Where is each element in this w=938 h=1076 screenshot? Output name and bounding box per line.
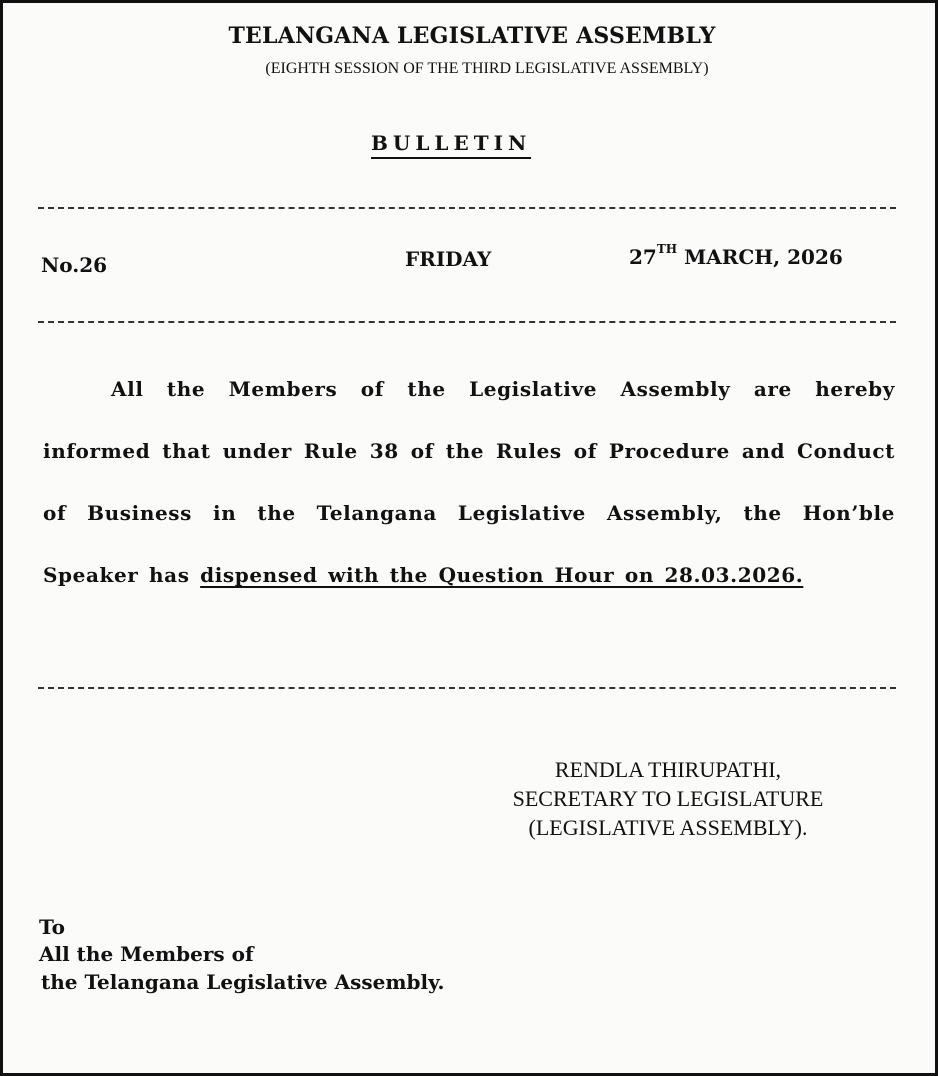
bulletin-number: No.26 [41, 253, 108, 277]
date-suffix: TH [656, 242, 678, 256]
signature-block [463, 755, 873, 842]
divider-bottom [38, 687, 896, 689]
session-subtitle: (EIGHTH SESSION OF THE THIRD LEGISLATIVE ASSEMBLY) [265, 60, 709, 77]
recipient-to: To [39, 915, 65, 939]
date-day: 27 [629, 245, 657, 269]
bulletin-body [43, 358, 895, 606]
recipient-line-1: All the Members of [39, 942, 254, 966]
body-text: All the Members of the Legislative Assembly are hereby informed that under Rule 38 of the Rules of Procedure and Conduct of Business in the Telangana Legislative Assembly, the Hon’ble Speaker has [43, 377, 895, 587]
signatory-name: RENDLA THIRUPATHI, [554, 757, 782, 782]
signatory-office: (LEGISLATIVE ASSEMBLY). [528, 815, 808, 840]
bulletin-date [629, 242, 843, 269]
divider-middle [38, 321, 896, 323]
bulletin-day: FRIDAY [405, 247, 492, 271]
divider-top [38, 207, 896, 209]
bulletin-heading: BULLETIN [371, 131, 531, 159]
body-underlined-text: dispensed with the Question Hour on 28.03.2026. [200, 563, 804, 587]
date-rest: MARCH, 2026 [684, 245, 843, 269]
signatory-designation: SECRETARY TO LEGISLATURE [512, 786, 824, 811]
assembly-title: TELANGANA LEGISLATIVE ASSEMBLY [228, 23, 716, 49]
recipient-line-2: the Telangana Legislative Assembly. [41, 970, 445, 994]
